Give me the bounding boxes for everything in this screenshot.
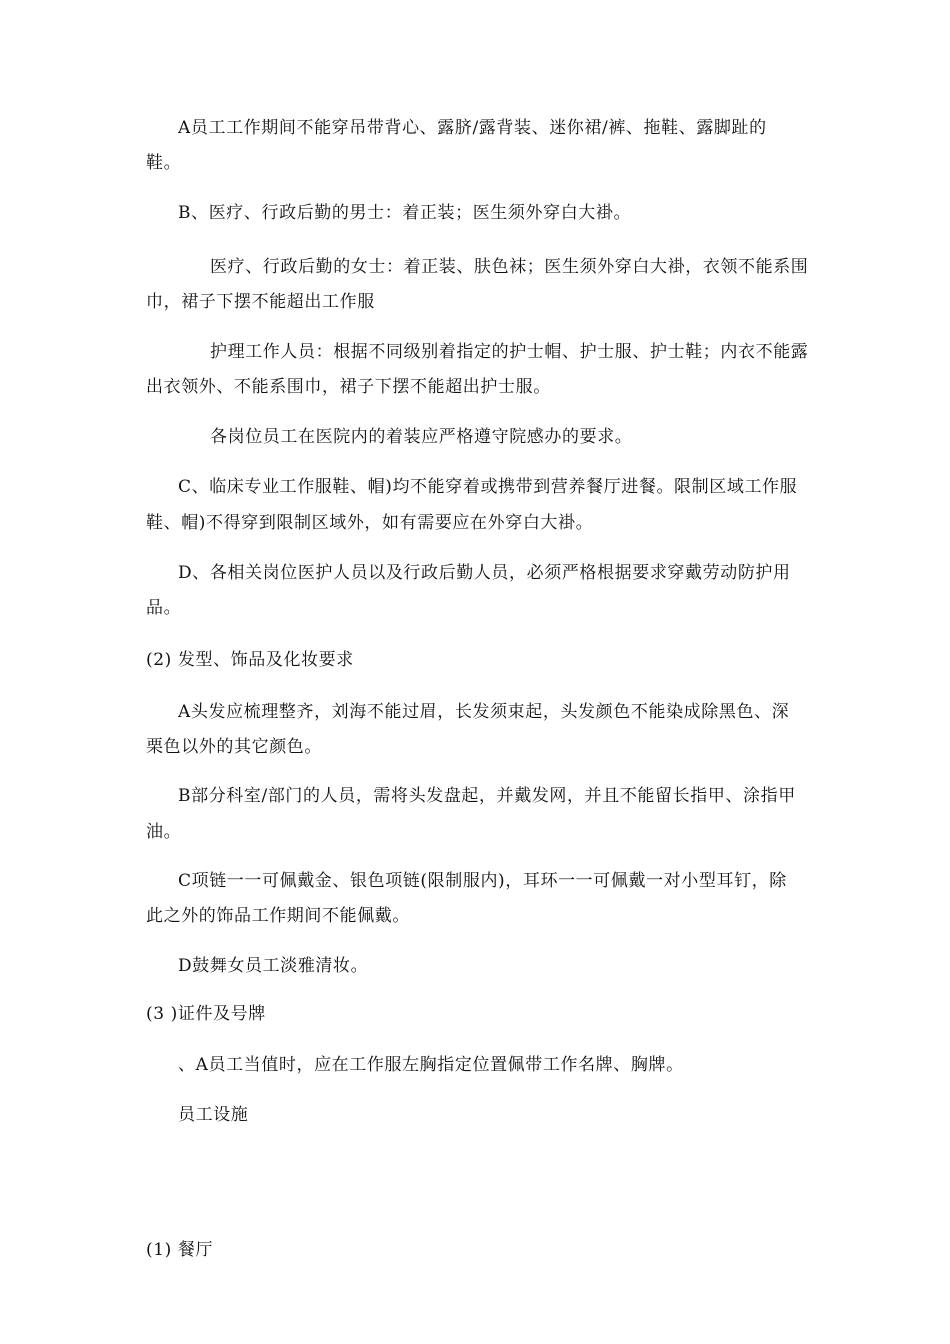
paragraph-line: A员工工作期间不能穿吊带背心、露脐/露背装、迷你裙/裤、拖鞋、露脚趾的 [178, 118, 767, 138]
paragraph-line: 巾，裙子下摆不能超出工作服 [146, 292, 375, 312]
section-heading: (3 )证件及号牌 [146, 1004, 266, 1024]
paragraph-line: C、临床专业工作服鞋、帽)均不能穿着或携带到营养餐厅进餐。限制区域工作服 [178, 477, 798, 497]
paragraph-line: 鞋。 [146, 153, 182, 173]
paragraph-line: 品。 [146, 598, 182, 618]
paragraph-line: 此之外的饰品工作期间不能佩戴。 [146, 906, 410, 926]
paragraph-line: B、医疗、行政后勤的男士：着正装；医生须外穿白大褂。 [178, 203, 632, 223]
paragraph-line: 出衣领外、不能系围巾，裙子下摆不能超出护士服。 [146, 377, 551, 397]
paragraph-line: D、各相关岗位医护人员以及行政后勤人员，必须严格根据要求穿戴劳动防护用 [178, 563, 791, 583]
paragraph-line: 油。 [146, 822, 182, 842]
paragraph-line: B部分科室/部门的人员，需将头发盘起，并戴发网，并且不能留长指甲、涂指甲 [178, 786, 796, 806]
paragraph-line: 各岗位员工在医院内的着装应严格遵守院感办的要求。 [210, 427, 633, 447]
paragraph-line: 、A员工当值时，应在工作服左胸指定位置佩带工作名牌、胸牌。 [178, 1055, 684, 1075]
paragraph-line: C项链一一可佩戴金、银色项链(限制服内)，耳环一一可佩戴一对小型耳钉，除 [178, 871, 787, 891]
paragraph-line: A头发应梳理整齐，刘海不能过眉，长发须束起，头发颜色不能染成除黑色、深 [178, 702, 790, 722]
paragraph-line: 护理工作人员：根据不同级别着指定的护士帽、护士服、护士鞋；内衣不能露 [210, 342, 809, 362]
paragraph-line: 医疗、行政后勤的女士：着正装、肤色袜；医生须外穿白大褂，衣领不能系围 [210, 257, 809, 277]
section-heading: (2) 发型、饰品及化妆要求 [146, 650, 354, 670]
section-heading: 员工设施 [178, 1105, 249, 1125]
paragraph-line: 鞋、帽)不得穿到限制区域外，如有需要应在外穿白大褂。 [146, 513, 594, 533]
section-heading: (1) 餐厅 [146, 1240, 214, 1260]
paragraph-line: 栗色以外的其它颜色。 [146, 737, 322, 757]
paragraph-line: D鼓舞女员工淡雅清妆。 [178, 956, 369, 976]
